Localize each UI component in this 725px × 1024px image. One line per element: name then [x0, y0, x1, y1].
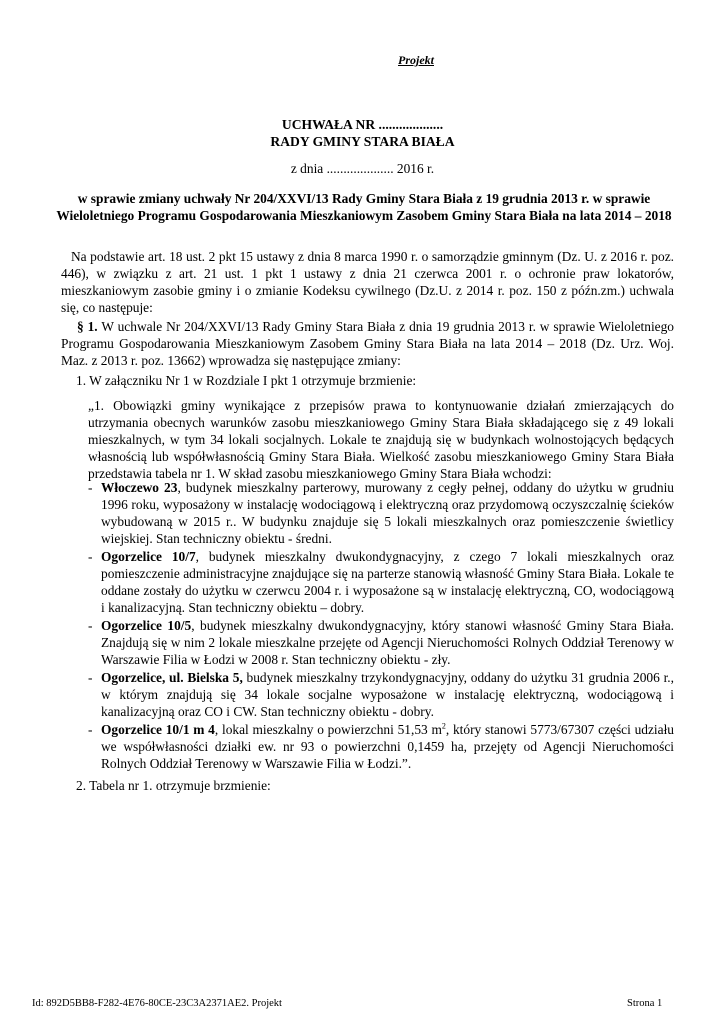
- list-item-name: Ogorzelice, ul. Bielska 5,: [101, 670, 243, 685]
- projekt-label: Projekt: [398, 53, 434, 67]
- list-item-desc-cont: , który stanowi 5773/67307 części udziału we współwłasności działki ew. nr 93 o powierzchni 0,1459 ha, przejęty od Agencji Nieruchomości Rolnych Oddział Terenowy w Warszawie Filia w Łodzi.”.: [101, 722, 674, 771]
- section-1: [61, 318, 674, 369]
- list-item-desc: , budynek mieszkalny parterowy, murowany z cegły pełnej, oddany do użytku w grudniu 1996 roku, wyposażony w instalację wodociągową i elektryczną oraz przydomową oczyszczalnię ścieków wybudowaną w 2015 r.. W budynku znajduje się 5 lokali mieszkalnych oraz pomieszczenie świetlicy wiejskiej. Stan techniczny obiektu - średni.: [101, 480, 674, 546]
- list-item-name: Ogorzelice 10/7: [101, 549, 196, 564]
- list-item-name: Włoczewo 23: [101, 480, 178, 495]
- list-item-text: [101, 721, 674, 772]
- resolution-date: z dnia .................... 2016 r.: [290, 161, 435, 176]
- list-item: [88, 479, 674, 549]
- list-item: [88, 669, 674, 721]
- list-dash: -: [88, 549, 93, 564]
- resolution-subject: w sprawie zmiany uchwały Nr 204/XXVI/13 Rady Gminy Stara Biała z 19 grudnia 2013 r. w sprawie Wieloletniego Programu Gospodarowania Mieszkaniowym Zasobem Gminy Stara Biała na lata 2014 – 2018: [56, 191, 672, 223]
- list-item: [88, 548, 674, 618]
- preamble: Na podstawie art. 18 ust. 2 pkt 15 ustawy z dnia 8 marca 1990 r. o samorządzie gminnym (Dz. U. z 2016 r. poz. 446), w związku z art. 21 ust. 1 pkt 1 ustawy z dnia 21 czerwca 2001 r. o ochronie praw lokatorów, mieszkaniowym zasobie gminy i o zmianie Kodeksu cywilnego (Dz.U. z 2014 r. poz. 150 z późn.zm.) uchwala się, co następuje:: [61, 249, 674, 315]
- list-dash: -: [88, 618, 93, 633]
- list-item: [88, 721, 674, 773]
- resolution-number: UCHWAŁA NR ...................: [281, 117, 444, 132]
- list-item-name: Ogorzelice 10/1 m 4: [101, 722, 215, 737]
- list-dash: -: [88, 670, 93, 685]
- list-dash: -: [88, 480, 93, 495]
- list-item-name: Ogorzelice 10/5: [101, 618, 192, 633]
- list-dash: -: [88, 722, 93, 737]
- point-1: 1. W załączniku Nr 1 w Rozdziale I pkt 1 otrzymuje brzmienie:: [76, 373, 417, 388]
- list-item-text: [101, 669, 674, 720]
- list-item-desc: , budynek mieszkalny dwukondygnacyjny, z czego 7 lokali mieszkalnych oraz pomieszczenie administracyjne znajdujące się na parterze stanowią własność Gminy Stara Biała. Lokale te oddane zostały do użytku w czerwcu 2004 r. i wyposażone są w instalację elektryczną, CO, wodociągową i kanalizacyjną. Stan techniczny obiektu – dobry.: [101, 549, 674, 615]
- footer-page-number: Strona 1: [627, 998, 663, 1009]
- list-item-desc: , budynek mieszkalny dwukondygnacyjny, który stanowi własność Gminy Stara Biała. Znajdują się w nim 2 lokale mieszkalne przejęte od Agencji Nieruchomości Rolnych Oddział Terenowy w Warszawie Filia w Łodzi w 2008 r. Stan techniczny obiektu - zły.: [101, 618, 674, 667]
- section-1-text: W uchwale Nr 204/XXVI/13 Rady Gminy Stara Biała z dnia 19 grudnia 2013 r. w sprawie Wieloletniego Programu Gospodarowania Mieszkaniowym Zasobem Gminy Stara Biała na lata 2014 – 2018 (Dz. Urz. Woj. Maz. z 2013 r. poz. 13662) wprowadza się następujące zmiany:: [61, 319, 674, 368]
- list-item-text: [101, 617, 674, 668]
- list-item-text: [101, 479, 674, 547]
- list-item: [88, 617, 674, 669]
- quote-paragraph: „1. Obowiązki gminy wynikające z przepisów prawa to kontynuowanie działań zmierzających do utrzymania obecnych warunków zasobu mieszkaniowego Gminy Stara Biała składającego się z 49 lokali mieszkalnych, w tym 34 lokali socjalnych. Lokale te znajdują się w budynkach wolnostojących będących własnością lub współwłasnością Gminy Stara Biała. Wielkość zasobu mieszkaniowego Gminy Stara Biała przedstawia tabela nr 1. W skład zasobu mieszkaniowego Gminy Stara Biała wchodzi:: [88, 398, 674, 481]
- superscript: 2: [441, 721, 446, 731]
- point-2: 2. Tabela nr 1. otrzymuje brzmienie:: [76, 778, 271, 793]
- section-1-mark: § 1.: [77, 319, 98, 334]
- list-item-desc: , lokal mieszkalny o powierzchni 51,53 m: [214, 722, 442, 737]
- list-item-desc: budynek mieszkalny trzykondygnacyjny, oddany do użytku 31 grudnia 2006 r., w którym znajdują się 34 lokale socjalne wyposażone w instalację elektryczną, wodociągową i kanalizacyjną oraz CO i CW. Stan techniczny obiektu - dobry.: [101, 670, 674, 719]
- council-name: RADY GMINY STARA BIAŁA: [270, 134, 455, 149]
- footer-id: Id: 892D5BB8-F282-4E76-80CE-23C3A2371AE2. Projekt: [32, 998, 282, 1009]
- list-item-text: [101, 548, 674, 616]
